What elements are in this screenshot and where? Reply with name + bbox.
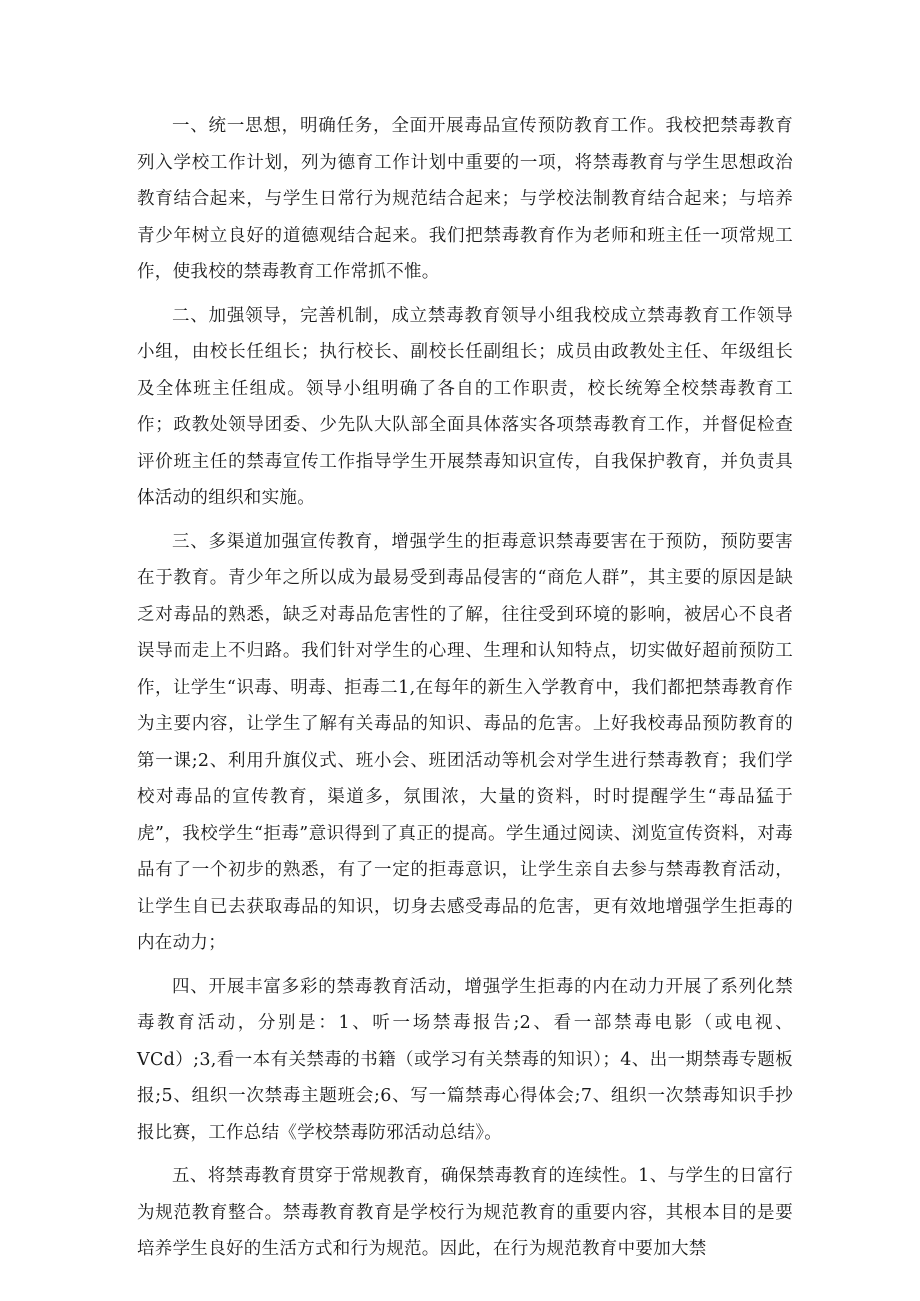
- paragraph-4: 四、开展丰富多彩的禁毒教育活动，增强学生拒毒的内在动力开展了系列化禁毒教育活动，分别是：1、听一场禁毒报告;2、看一部禁毒电影（或电视、VCd）;3,看一本有关禁毒的书籍（或学习有关禁毒的知识）；4、出一期禁毒专题板报;5、组织一次禁毒主题班会;6、写一篇禁毒心得体会;7、组织一次禁毒知识手抄报比赛，工作总结《学校禁毒防邪活动总结》。: [137, 976, 793, 1143]
- paragraph-5: 五、将禁毒教育贯穿于常规教育，确保禁毒教育的连续性。1、与学生的日富行为规范教育整合。禁毒教育教育是学校行为规范教育的重要内容，其根本目的是要培养学生良好的生活方式和行为规范。因此，在行为规范教育中要加大禁: [137, 1166, 793, 1259]
- paragraph-3: 三、多渠道加强宣传教育，增强学生的拒毒意识禁毒要害在于预防，预防要害在于教育。青少年之所以成为最易受到毒品侵害的“商危人群”，其主要的原因是缺乏对毒品的熟悉，缺乏对毒品危害性的了解，往往受到环境的影响，被居心不良者误导而走上不归路。我们针对学生的心理、生理和认知特点，切实做好超前预防工作，让学生“识毒、明毒、拒毒二1,在每年的新生入学教育中，我们都把禁毒教育作为主要内容，让学生了解有关毒品的知识、毒品的危害。上好我校毒品预防教育的第一课;2、利用升旗仪式、班小会、班团活动等机会对学生进行禁毒教育；我们学校对毒品的宣传教育，渠道多，氛围浓，大量的资料，时时提醒学生“毒品猛于虎”，我校学生“拒毒”意识得到了真正的提高。学生通过阅读、浏览宣传资料，对毒品有了一个初步的熟悉，有了一定的拒毒意识，让学生亲自去参与禁毒教育活动，让学生自已去获取毒品的知识，切身去感受毒品的危害，更有效地增强学生拒毒的内在动力；: [137, 531, 793, 953]
- paragraph-1: 一、统一思想，明确任务，全面开展毒品宣传预防教育工作。我校把禁毒教育列入学校工作计划，列为德育工作计划中重要的一项，将禁毒教育与学生思想政治教育结合起来，与学生日常行为规范结合起来；与学校法制教育结合起来；与培养青少年树立良好的道德观结合起来。我们把禁毒教育作为老师和班主任一项常规工作，使我校的禁毒教育工作常抓不惟。: [137, 116, 793, 282]
- paragraph-2: 二、加强领导，完善机制，成立禁毒教育领导小组我校成立禁毒教育工作领导小组，由校长任组长；执行校长、副校长任副组长；成员由政教处主任、年级组长及全体班主任组成。领导小组明确了各自的工作职责，校长统筹全校禁毒教育工作；政教处领导团委、少先队大队部全面具体落实各项禁毒教育工作，并督促检查评价班主任的禁毒宣传工作指导学生开展禁毒知识宣传，自我保护教育，并负责具体活动的组织和实施。: [137, 305, 793, 508]
- document-body: [137, 108, 793, 1275]
